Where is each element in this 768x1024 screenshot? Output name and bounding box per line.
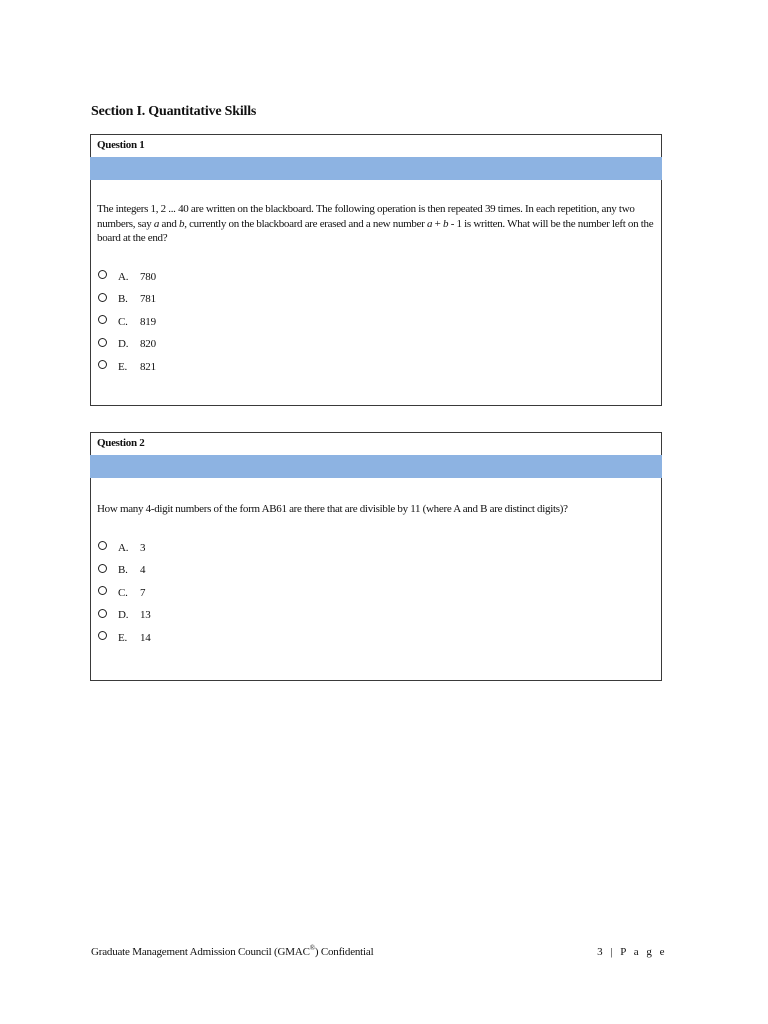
option-letter: E. [118,631,128,644]
radio-button-icon[interactable] [98,338,107,347]
radio-button-icon[interactable] [98,586,107,595]
question-2-box [90,432,662,681]
question-1-title: Question 1 [97,139,145,151]
option-letter: B. [118,293,128,306]
option-value: 819 [140,315,156,328]
question-1-header-band [90,157,662,180]
question-2-text: How many 4-digit numbers of the form AB61 are there that are divisible by 11 (where A and B are distinct digits)? [97,503,568,515]
question-2-option-b[interactable] [98,559,661,582]
question-2-options [98,537,661,650]
question-2-header-band [90,455,662,478]
radio-button-icon[interactable] [98,609,107,618]
radio-button-icon[interactable] [98,293,107,302]
radio-button-icon[interactable] [98,541,107,550]
radio-button-icon[interactable] [98,564,107,573]
footer-confidential-note: Graduate Management Admission Council (GMAC®) Confidential [91,944,374,958]
radio-button-icon[interactable] [98,360,107,369]
question-2-option-a[interactable] [98,537,661,560]
question-1-option-b[interactable] [98,288,661,311]
option-letter: C. [118,586,128,599]
option-value: 14 [140,631,151,644]
radio-button-icon[interactable] [98,631,107,640]
option-letter: D. [118,609,129,622]
option-value: 820 [140,338,156,351]
question-2-title: Question 2 [97,437,145,449]
radio-button-icon[interactable] [98,270,107,279]
option-letter: B. [118,564,128,577]
question-2-option-e[interactable] [98,627,661,650]
option-value: 4 [140,564,146,577]
question-2-option-c[interactable] [98,582,661,605]
option-letter: C. [118,315,128,328]
question-1-option-a[interactable] [98,266,661,289]
option-letter: E. [118,360,128,373]
question-1-text: The integers 1, 2 ... 40 are written on the blackboard. The following operation is then repeated 39 times. In each repetition, any two numbers, say a and b, currently on the blackboard are erased and a new number a + b - 1 is written. What will be the number left on the board at the end? [97,203,654,244]
option-value: 781 [140,293,156,306]
option-value: 780 [140,270,156,283]
option-value: 7 [140,586,146,599]
option-value: 13 [140,609,151,622]
option-value: 3 [140,541,146,554]
option-value: 821 [140,360,156,373]
radio-button-icon[interactable] [98,315,107,324]
option-letter: A. [118,270,129,283]
question-1-box [90,134,662,406]
registered-mark: ® [309,944,315,952]
page-number: 3 | P a g e [597,946,667,958]
question-1-option-e[interactable] [98,356,661,379]
question-1-option-d[interactable] [98,333,661,356]
option-letter: A. [118,541,129,554]
section-title: Section I. Quantitative Skills [91,104,257,119]
question-1-options [98,266,661,379]
question-2-option-d[interactable] [98,604,661,627]
option-letter: D. [118,338,129,351]
question-1-option-c[interactable] [98,311,661,334]
